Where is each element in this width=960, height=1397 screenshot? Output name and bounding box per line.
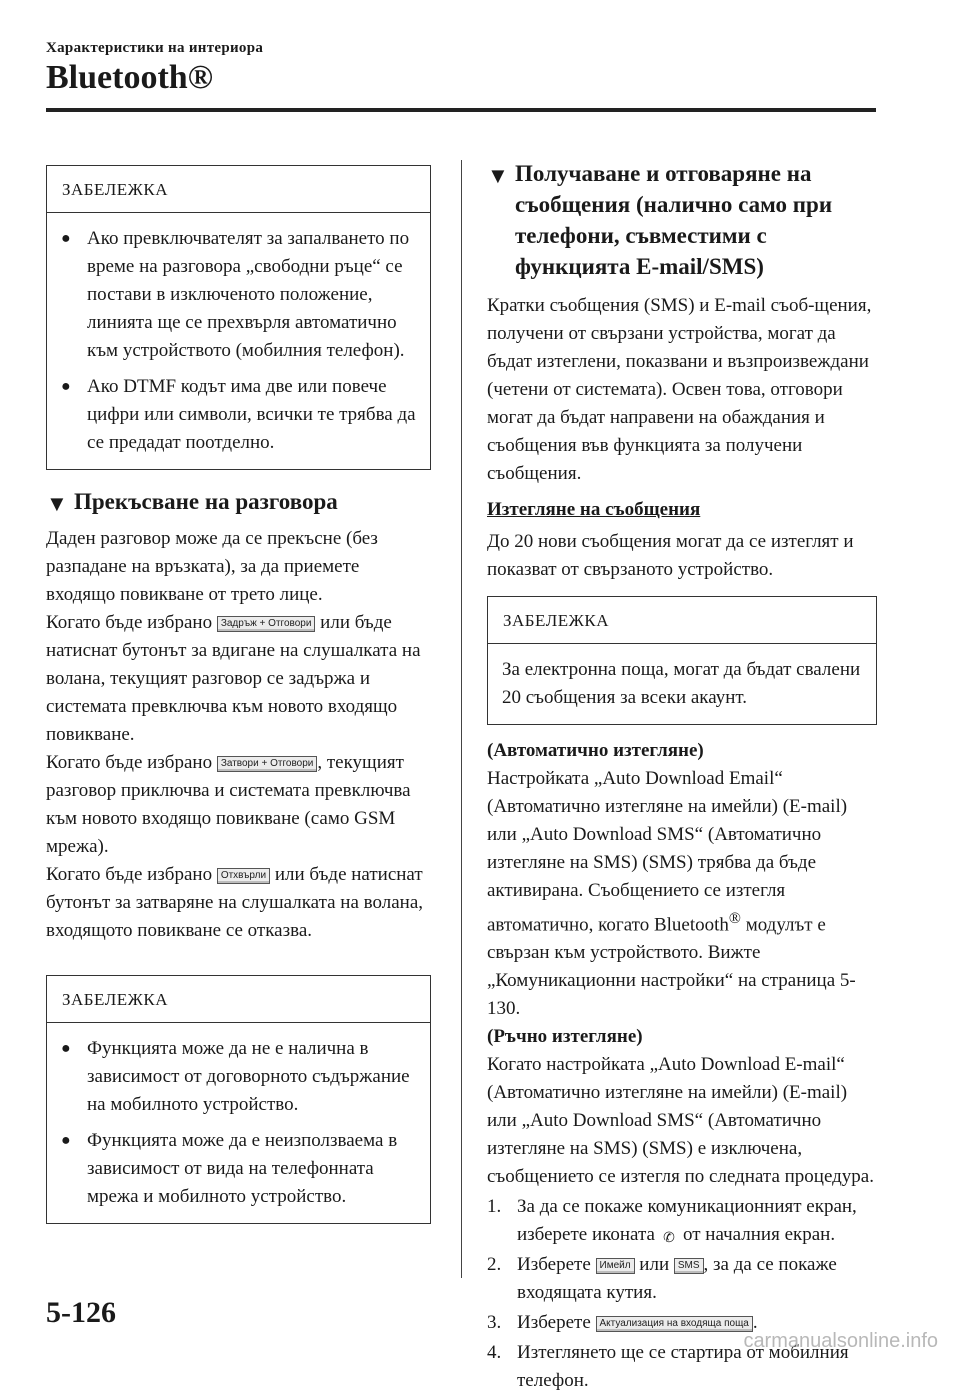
note-body bbox=[47, 1023, 430, 1223]
note-label: ЗАБЕЛЕЖКА bbox=[47, 166, 430, 213]
step-2 bbox=[487, 1251, 877, 1307]
triangle-icon: ▼ bbox=[46, 491, 68, 516]
messages-intro: Кратки съобщения (SMS) и E-mail съоб-щения, получени от свързани устройства, могат да бъдат изтеглени, показвани и възпроизвеждани (четени от системата). Освен това, отговори могат да бъдат направени на обаждания и съобщения във функцията за получени съобщения. bbox=[487, 295, 872, 484]
step-text: или bbox=[634, 1254, 674, 1276]
step-text: от началния екран. bbox=[682, 1224, 836, 1246]
section-heading-messages bbox=[487, 158, 877, 282]
auto-download-heading: (Автоматично изтегляне) bbox=[487, 740, 704, 761]
end-answer-button-label: Затвори + Отговори bbox=[217, 756, 318, 772]
text: Когато бъде избрано bbox=[46, 752, 217, 773]
bullet-icon: ● bbox=[61, 1040, 71, 1057]
section-label: Характеристики на интериора bbox=[46, 40, 264, 56]
note-body bbox=[47, 213, 430, 469]
note-text: За електронна поща, могат да бъдат свалени 20 съобщения за всеки акаунт. bbox=[502, 659, 861, 708]
right-column bbox=[487, 158, 877, 1397]
bullet-icon: ● bbox=[61, 378, 71, 395]
section-heading-text: Получаване и отговаряне на съобщения (налично само при телефони, съвместими с функцията E-mail/SMS) bbox=[515, 161, 833, 279]
step-1 bbox=[487, 1193, 877, 1249]
note-box-2 bbox=[46, 975, 431, 1224]
interrupt-end-answer bbox=[46, 749, 431, 861]
text: или бъде натиснат бутонът за вдигане на слушалката на волана, текущият разговор се задържа и системата превключва към новото входящо повикване. bbox=[46, 612, 421, 745]
step-text: Изберете bbox=[517, 1254, 596, 1276]
triangle-icon: ▼ bbox=[487, 163, 509, 188]
step-text: , за да се покаже входящата кутия. bbox=[517, 1254, 837, 1304]
bullet-icon: ● bbox=[61, 1132, 71, 1149]
text: Когато бъде избрано bbox=[46, 612, 217, 633]
note-label: ЗАБЕЛЕЖКА bbox=[488, 597, 876, 644]
reject-button-label: Отхвърли bbox=[217, 868, 270, 884]
page-number: 5-126 bbox=[46, 1296, 116, 1329]
note-bullet bbox=[61, 225, 416, 365]
step-text: . bbox=[752, 1312, 758, 1334]
note-bullet bbox=[61, 373, 416, 457]
auto-download-text: Настройката „Auto Download Email“ (Автоматично изтегляне на имейли) (E-mail) или „Auto Download SMS“ (Автоматично изтегляне на SMS) (SMS) трябва да бъде активирана. Съобщението се изтегля автоматично, когато Bluetooth bbox=[487, 768, 848, 936]
auto-download-text-cont: модулът е свързан към устройството. Вижте „Комуникационни настройки“ на страница 5-130. bbox=[487, 914, 856, 1020]
manual-download-heading: (Ръчно изтегляне) bbox=[487, 1026, 643, 1048]
section-heading-text: Прекъсване на разговора bbox=[74, 489, 338, 514]
download-subheading: Изтегляне на съобщения bbox=[487, 499, 701, 520]
note-bullet-text: Ако DTMF кодът има две или повече цифри или символи, всички те трябва да се предадат поотделно. bbox=[87, 376, 416, 453]
procedure-steps bbox=[487, 1193, 877, 1395]
step-number: 3. bbox=[487, 1312, 502, 1334]
chapter-title: Bluetooth® bbox=[46, 59, 214, 96]
note-bullet bbox=[61, 1127, 416, 1211]
note-box-1 bbox=[46, 165, 431, 470]
interrupt-intro: Даден разговор може да се прекъсне (без разпадане на връзката), за да приемете входящо повикване от трето лице. bbox=[46, 528, 378, 605]
note-box-3 bbox=[487, 596, 877, 725]
note-label: ЗАБЕЛЕЖКА bbox=[47, 976, 430, 1023]
note-bullet bbox=[61, 1035, 416, 1119]
header-rule bbox=[46, 108, 876, 112]
sms-button-label: SMS bbox=[674, 1258, 704, 1274]
download-text: До 20 нови съобщения могат да се изтеглят и показват от свързаното устройство. bbox=[487, 531, 854, 580]
interrupt-reject bbox=[46, 861, 431, 945]
step-number: 4. bbox=[487, 1342, 502, 1364]
step-text: Изтеглянето ще се стартира от мобилния телефон. bbox=[517, 1342, 849, 1392]
note-bullet-text: Функцията може да е неизползваема в зависимост от вида на телефонната мрежа и мобилното устройство. bbox=[87, 1130, 398, 1207]
note-bullet-text: Ако превключвателят за запалването по време на разговора „свободни ръце“ се постави в изключеното положение, линията ще се прехвърля автоматично към устройството (мобилния телефон). bbox=[87, 228, 410, 361]
registered-mark: ® bbox=[728, 910, 741, 927]
text: , текущият разговор приключва и системата превключва към новото входящо повикване (само GSM мрежа). bbox=[46, 752, 411, 857]
step-number: 1. bbox=[487, 1196, 502, 1218]
watermark: carmanualsonline.info bbox=[743, 1330, 938, 1352]
interrupt-hold-answer bbox=[46, 609, 431, 749]
update-inbox-button-label: Актуализация на входяща поща bbox=[596, 1316, 753, 1332]
bullet-icon: ● bbox=[61, 230, 71, 247]
phone-message-icon: ✆ bbox=[663, 1230, 675, 1247]
text: Когато бъде избрано bbox=[46, 864, 217, 885]
hold-answer-button-label: Задръж + Отговори bbox=[217, 616, 316, 632]
text: или бъде натиснат бутонът за затваряне на слушалката на волана, входящото повикване се отказва. bbox=[46, 864, 424, 941]
step-text: За да се покаже комуникационният екран, изберете иконата bbox=[517, 1196, 857, 1246]
note-bullet-text: Функцията може да не е налична в зависимост от договорното съдържание на мобилното устройство. bbox=[87, 1038, 410, 1115]
email-button-label: Имейл bbox=[596, 1258, 635, 1274]
note-body bbox=[488, 644, 876, 724]
column-divider bbox=[461, 160, 462, 1278]
manual-download-text: Когато настройката „Auto Download E-mail“ (Автоматично изтегляне на имейли) (E-mail) или „Auto Download SMS“ (Автоматично изтегляне на SMS) (SMS) е изключена, съобщението се изтегля по следната процедура. bbox=[487, 1054, 874, 1188]
auto-download-block bbox=[487, 737, 877, 1191]
left-column bbox=[46, 165, 431, 1224]
step-text: Изберете bbox=[517, 1312, 596, 1334]
section-heading-interrupt bbox=[46, 486, 431, 517]
step-number: 2. bbox=[487, 1254, 502, 1276]
